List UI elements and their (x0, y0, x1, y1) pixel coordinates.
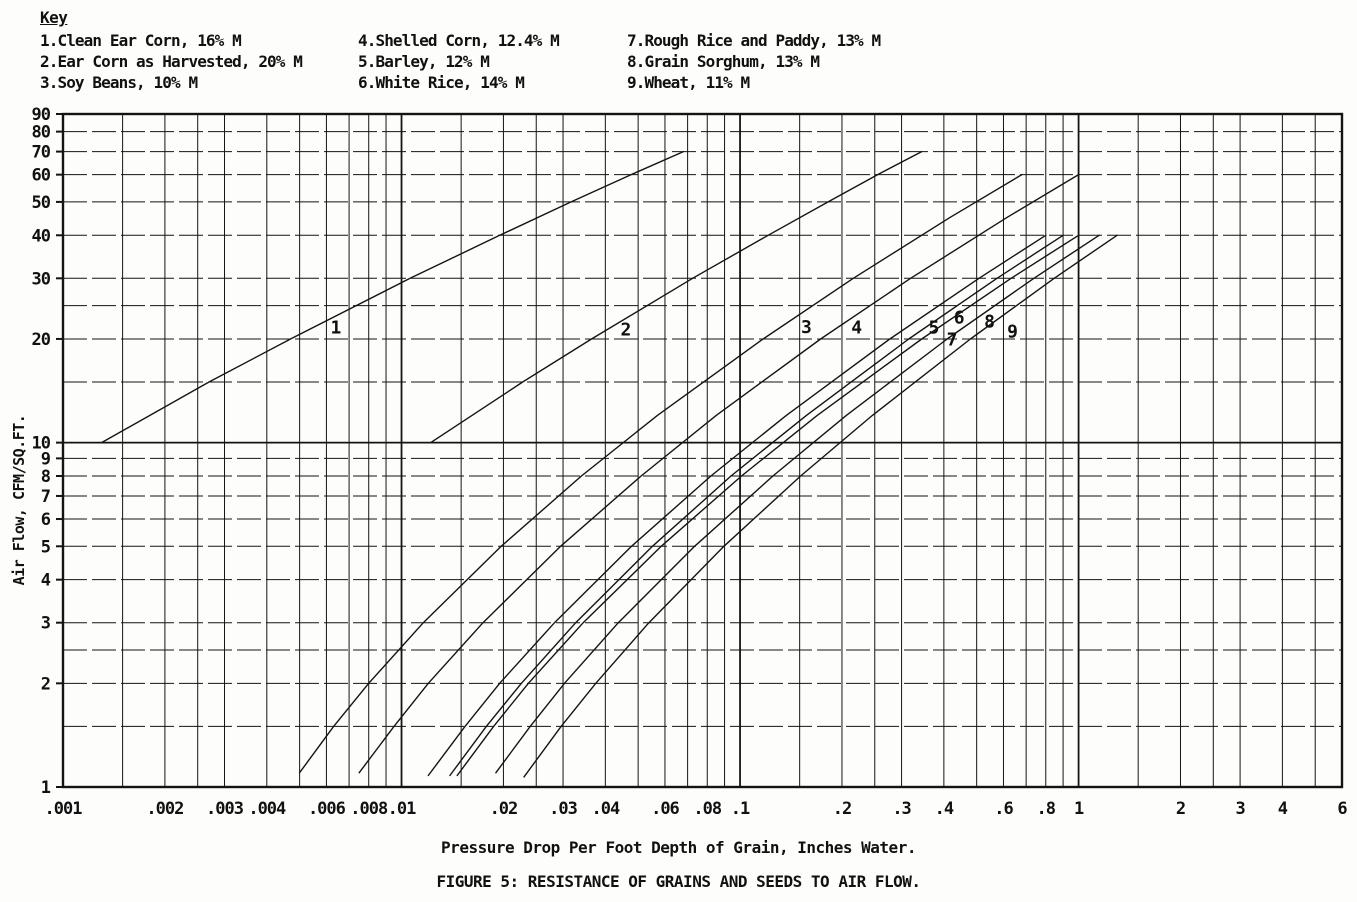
curve-2-ear-corn-as-harvested-20-m (431, 152, 922, 443)
y-tick-label: 20 (31, 329, 50, 350)
x-tick-label: .002 (146, 799, 184, 819)
key-entry-7: 7.Rough Rice and Paddy, 13% M (627, 31, 881, 50)
x-tick-label: .6 (994, 799, 1013, 819)
y-tick-label: 60 (31, 165, 50, 186)
x-tick-label: .08 (693, 799, 722, 819)
x-tick-label: .1 (730, 799, 750, 819)
x-tick-label: 3 (1235, 799, 1245, 819)
curve-label-8: 8 (984, 311, 996, 333)
key-entry-2: 2.Ear Corn as Harvested, 20% M (40, 52, 302, 71)
x-tick-label: .01 (387, 799, 416, 819)
y-tick-label: 2 (40, 674, 50, 695)
x-tick-label: 2 (1175, 799, 1186, 819)
y-tick-label: 70 (31, 142, 50, 163)
key-entry-5: 5.Barley, 12% M (358, 52, 489, 71)
y-tick-label: 8 (40, 466, 50, 487)
x-tick-label: 4 (1277, 799, 1288, 819)
y-tick-label: 40 (31, 226, 50, 247)
curve-label-6: 6 (953, 307, 965, 329)
y-tick-label: 1 (40, 778, 50, 798)
x-tick-label: .04 (591, 799, 620, 819)
key-entry-8: 8.Grain Sorghum, 13% M (627, 52, 820, 71)
y-tick-label: 5 (40, 537, 50, 558)
curve-label-2: 2 (620, 319, 632, 341)
curve-9-wheat-11-m (524, 235, 1117, 777)
x-tick-label: .4 (934, 799, 954, 819)
curve-1-clean-ear-corn-16-m (102, 152, 684, 443)
figure-caption: FIGURE 5: RESISTANCE OF GRAINS AND SEEDS TO AIR FLOW. (436, 872, 921, 891)
curve-label-4: 4 (851, 317, 863, 339)
x-tick-label: .8 (1036, 799, 1056, 819)
x-tick-label: .2 (832, 799, 852, 819)
y-tick-label: 80 (31, 122, 50, 143)
x-tick-label: .3 (892, 799, 911, 819)
x-tick-label: 1 (1073, 799, 1084, 819)
plot-border (63, 114, 1342, 787)
y-axis-title: Air Flow, CFM/SQ.FT. (10, 414, 28, 586)
y-tick-label: 4 (40, 570, 50, 591)
y-tick-label: 6 (40, 510, 50, 531)
y-tick-label: 30 (31, 269, 50, 290)
key-entry-4: 4.Shelled Corn, 12.4% M (358, 31, 559, 50)
y-tick-label: 50 (31, 192, 50, 213)
x-tick-label: .008 (350, 799, 388, 819)
x-tick-label: 6 (1337, 799, 1347, 819)
curve-label-1: 1 (330, 317, 342, 339)
y-tick-label: 3 (40, 613, 50, 634)
x-tick-label: .03 (549, 799, 577, 819)
y-tick-label: 7 (40, 486, 50, 507)
x-tick-label: .06 (651, 799, 679, 819)
y-tick-label: 9 (40, 449, 50, 470)
curve-label-3: 3 (800, 316, 812, 338)
x-tick-label: .001 (44, 799, 82, 819)
x-tick-label: .003 (206, 799, 243, 819)
y-tick-label: 90 (31, 105, 50, 125)
curve-6-white-rice-14-m (450, 235, 1063, 775)
key-entry-1: 1.Clean Ear Corn, 16% M (40, 31, 241, 50)
curve-label-7: 7 (946, 329, 958, 351)
y-tick-label: 10 (31, 433, 50, 454)
key-entry-6: 6.White Rice, 14% M (358, 73, 524, 92)
curve-label-5: 5 (928, 317, 940, 339)
x-tick-label: .006 (307, 799, 345, 819)
x-tick-label: .004 (248, 799, 286, 819)
x-axis-title: Pressure Drop Per Foot Depth of Grain, Inches Water. (441, 838, 916, 857)
x-tick-label: .02 (489, 799, 518, 819)
key-entry-9: 9.Wheat, 11% M (627, 73, 750, 92)
key-entry-3: 3.Soy Beans, 10% M (40, 73, 198, 92)
key-title: Key (40, 8, 68, 27)
curve-label-9: 9 (1007, 321, 1018, 343)
